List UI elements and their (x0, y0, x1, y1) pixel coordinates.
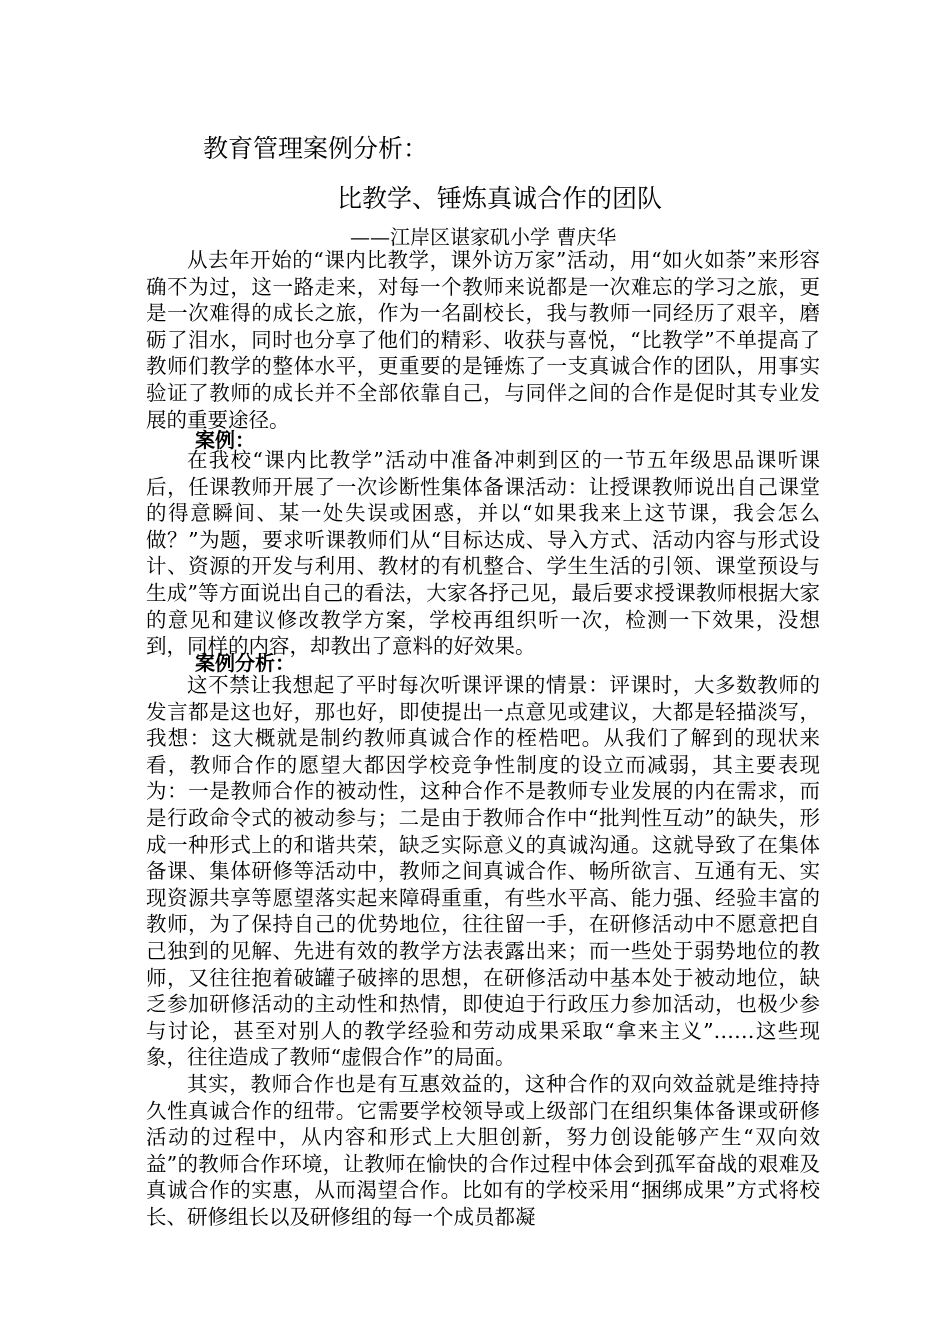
case-paragraph: 在我校“课内比教学”活动中准备冲刺到区的一节五年级思品课听课后，任课教师开展了一次诊断性集体备课活动：让授课教师说出自己课堂的得意瞬间、某一处失误或困惑，并以“如果我来上这节课，我会怎么做？”为题，要求听课教师们从“目标达成、导入方式、活动内容与形式设计、资源的开发与利用、教材的有机整合、学生生活的引领、课堂预设与生成”等方面说出自己的看法，大家各抒己见，最后要求授课教师根据大家的意见和建议修改教学方案，学校再组织听一次，检测一下效果，没想到，同样的内容，却教出了意料的好效果。 (146, 448, 820, 659)
case-label: 案例： (195, 428, 255, 452)
intro-paragraph: 从去年开始的“课内比教学，课外访万家”活动，用“如火如荼”来形容确不为过，这一路走来，对每一个教师来说都是一次难忘的学习之旅，更是一次难得的成长之旅，作为一名副校长，我与教师一同经历了艰辛，磨砺了泪水，同时也分享了他们的精彩、收获与喜悦，“比教学”不单提高了教师们教学的整体水平，更重要的是锤炼了一支真诚合作的团队，用事实验证了教师的成长并不全部依靠自己，与同伴之间的合作是促时其专业发展的重要途径。 (146, 248, 820, 432)
analysis-paragraph-1: 这不禁让我想起了平时每次听课评课的情景：评课时，大多数教师的发言都是这也好，那也好，即使提出一点意见或建议，大都是轻描淡写，我想：这大概就是制约教师真诚合作的桎梏吧。从我们了解到的现状来看，教师合作的愿望大都因学校竞争性制度的设立而减弱，其主要表现为：一是教师合作的被动性，这种合作不是教师专业发展的内在需求，而是行政命令式的被动参与；二是由于教师合作中“批判性互动”的缺失，形成一种形式上的和谐共荣，缺乏实际意义的真诚沟通。这就导致了在集体备课、集体研修等活动中，教师之间真诚合作、畅所欲言、互通有无、实现资源共享等愿望落实起来障碍重重，有些水平高、能力强、经验丰富的教师，为了保持自己的优势地位，往往留一手，在研修活动中不愿意把自己独到的见解、先进有效的教学方法表露出来；而一些处于弱势地位的教师，又往往抱着破罐子破摔的思想，在研修活动中基本处于被动地位，缺乏参加研修活动的主动性和热情，即使迫于行政压力参加活动，也极少参与讨论，甚至对别人的教学经验和劳动成果采取“拿来主义”……这些现象，往往造成了教师“虚假合作”的局面。 (146, 673, 820, 1070)
analysis-label: 案例分析： (195, 651, 295, 675)
article-title: 比教学、锤炼真诚合作的团队 (337, 184, 663, 213)
analysis-paragraph-2: 其实，教师合作也是有互惠效益的，这种合作的双向效益就是维持持久性真诚合作的纽带。它需要学校领导或上级部门在组织集体备课或研修活动的过程中，从内容和形式上大胆创新，努力创设能够产生“双向效益”的教师合作环境，让教师在愉快的合作过程中体会到孤军奋战的艰难及真诚合作的实惠，从而渴望合作。比如有的学校采用“捆绑成果”方式将校长、研修组长以及研修组的每一个成员都凝 (146, 1072, 820, 1229)
author-byline: ——江岸区谌家矶小学 曹庆华 (350, 225, 617, 249)
document-heading: 教育管理案例分析： (203, 134, 429, 163)
